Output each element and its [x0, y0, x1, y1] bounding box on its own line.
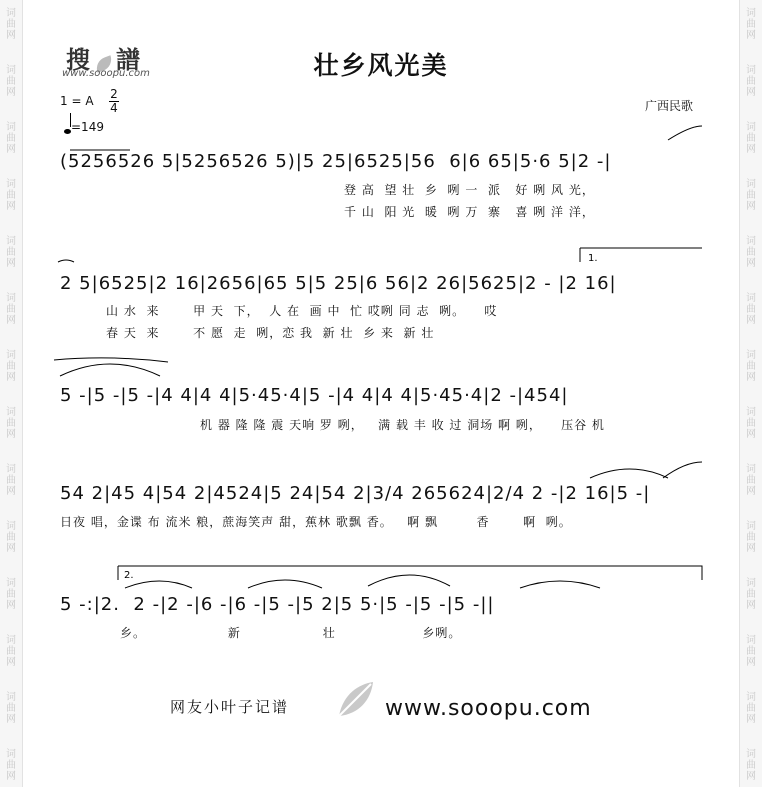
watermark-text: 词 曲 网 [6, 464, 16, 497]
song-title: 壮乡风光美 [313, 51, 449, 80]
second-ending-bracket [118, 566, 702, 580]
time-signature-top: 2 [110, 87, 118, 101]
transcriber-credit: 网友小叶子记谱 [170, 698, 290, 716]
slur [58, 260, 74, 262]
watermark-text: 词 曲 网 [746, 635, 756, 668]
score-line-1-notes: (5256526 5|5256526 5)|5 25|6525|56 6|6 65|5·6 5|2 -| [60, 151, 612, 172]
song-origin: 广西民歌 [645, 99, 694, 113]
slur [663, 462, 702, 478]
time-signature-bottom: 4 [110, 101, 118, 115]
watermark-text: 词 曲 网 [6, 749, 16, 782]
score-line-2-notes: 2 5|6525|2 16|2656|65 5|5 25|6 56|2 26|5625|2 - |2 16| [60, 273, 617, 294]
watermark-text: 词 曲 网 [746, 407, 756, 440]
watermark-text: 词 曲 网 [746, 749, 756, 782]
watermark-text: 词 曲 网 [746, 293, 756, 326]
watermark-text: 词 曲 网 [6, 521, 16, 554]
first-ending-label: 1. [588, 253, 598, 264]
score-line-2-lyrics-1: 山 水 来 甲 天 下， 人 在 画 中 忙 哎咧 同 志 咧。 哎 [106, 304, 498, 318]
second-ending-label: 2. [124, 570, 134, 581]
watermark-text: 词 曲 网 [746, 122, 756, 155]
watermark-text: 词 曲 网 [746, 578, 756, 611]
slur [125, 581, 192, 588]
logo-text-left: 搜 [66, 45, 92, 74]
leaf-logo-icon [333, 678, 377, 722]
slur [668, 126, 702, 140]
watermark-text: 词 曲 网 [6, 236, 16, 269]
watermark-text: 词 曲 网 [6, 179, 16, 212]
watermark-text: 词 曲 网 [746, 521, 756, 554]
logo-url: www.sooopu.com [62, 68, 150, 79]
watermark-text: 词 曲 网 [746, 692, 756, 725]
score-line-2-lyrics-2: 春 天 来 不 愿 走 咧，恋 我 新 壮 乡 来 新 壮 [106, 326, 435, 340]
watermark-text: 词 曲 网 [6, 635, 16, 668]
score-line-5-lyrics: 乡。 新 壮 乡咧。 [120, 626, 462, 640]
watermark-text: 词 曲 网 [746, 179, 756, 212]
footer-site-url[interactable]: www.sooopu.com [385, 696, 592, 721]
watermark-text: 词 曲 网 [6, 350, 16, 383]
watermark-text: 词 曲 网 [6, 65, 16, 98]
watermark-text: 词 曲 网 [746, 350, 756, 383]
watermark-text: 词 曲 网 [6, 692, 16, 725]
score-line-1-lyrics-2: 千 山 阳 光 暖 咧 万 寨 喜 咧 洋 洋， [344, 205, 595, 219]
slur [60, 364, 160, 376]
watermark-text: 词 曲 网 [6, 578, 16, 611]
watermark-text: 词 曲 网 [746, 236, 756, 269]
score-line-5-notes: 5 -:|2. 2 -|2 -|6 -|6 -|5 -|5 2|5 5·|5 -|5 -|5 -|| [60, 594, 495, 615]
score-line-1-lyrics-1: 登 高 望 壮 乡 咧 一 派 好 咧 风 光， [344, 183, 595, 197]
watermark-text: 词 曲 网 [6, 293, 16, 326]
slur [368, 575, 450, 586]
score-line-3-notes: 5 -|5 -|5 -|4 4|4 4|5·45·4|5 -|4 4|4 4|5·45·4|2 -|454| [60, 385, 569, 406]
watermark-text: 词 曲 网 [746, 8, 756, 41]
slur [590, 469, 668, 478]
watermark-text: 词 曲 网 [6, 122, 16, 155]
watermark-text: 词 曲 网 [6, 8, 16, 41]
score-line-4-lyrics: 日夜 唱，金谍 布 流米 粮，蔗海笑声 甜，蕉林 歌飘 香。 啊 飘 香 啊 咧。 [60, 515, 572, 529]
first-ending-bracket [580, 248, 702, 262]
key-signature: 1 = A [60, 94, 94, 108]
slur [520, 581, 600, 588]
watermark-text: 词 曲 网 [746, 65, 756, 98]
logo-text-right: 譜 [116, 45, 142, 74]
watermark-text: 词 曲 网 [746, 464, 756, 497]
score-line-3-lyrics: 机 器 隆 隆 震 天响 罗 咧， 满 载 丰 收 过 洞场 啊 咧， 压谷 机 [200, 418, 605, 432]
watermark-text: 词 曲 网 [6, 407, 16, 440]
tempo-value: =149 [71, 120, 104, 134]
score-line-4-notes: 54 2|45 4|54 2|4524|5 24|54 2|3/4 265624|2/4 2 -|2 16|5 -| [60, 483, 651, 504]
slur [248, 580, 322, 588]
tie [54, 358, 168, 362]
